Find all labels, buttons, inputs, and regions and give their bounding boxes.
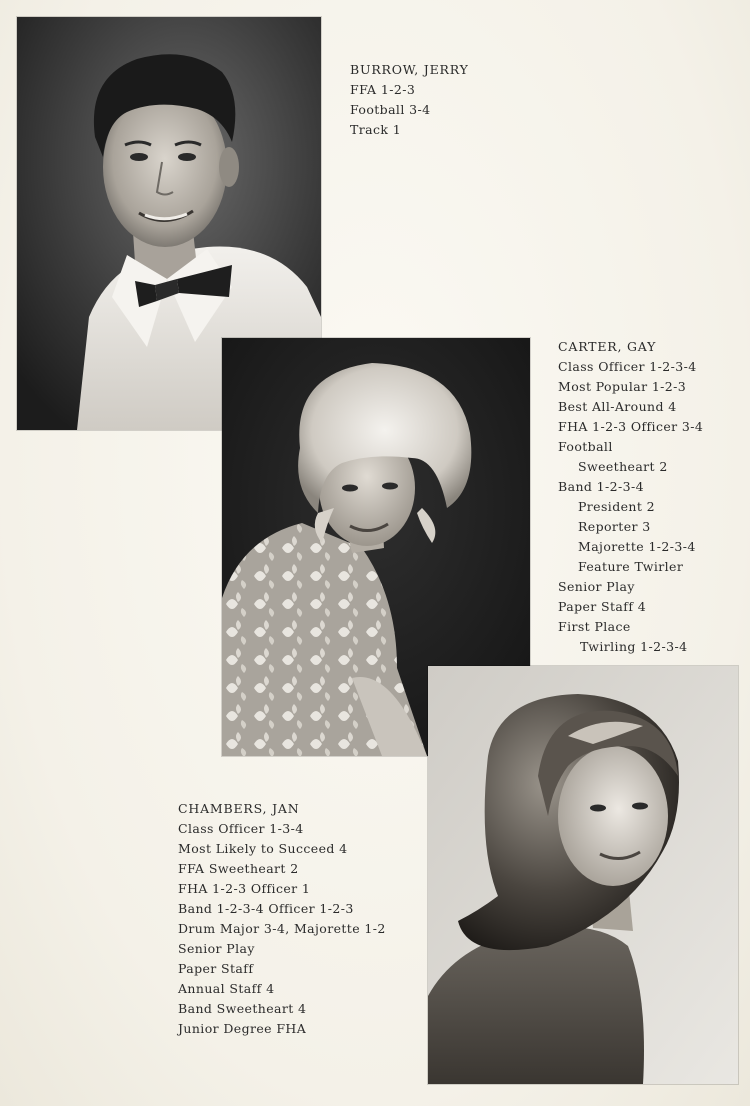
activity-line: Class Officer 1-2-3-4 (558, 359, 697, 374)
student-name: CHAMBERS, JAN (178, 801, 300, 816)
activity-line: Reporter 3 (578, 519, 651, 534)
caption-burrow-jerry (350, 60, 469, 140)
activity-line: Football 3-4 (350, 102, 431, 117)
activity-line: FHA 1-2-3 Officer 1 (178, 881, 311, 896)
activity-line: Track 1 (350, 122, 402, 137)
activity-line: Annual Staff 4 (178, 981, 275, 996)
activity-line: Paper Staff (178, 961, 254, 976)
student-name: BURROW, JERRY (350, 62, 469, 77)
activity-line: Class Officer 1-3-4 (178, 821, 304, 836)
portrait-chambers-jan (428, 666, 738, 1084)
activity-line: Most Popular 1-2-3 (558, 379, 687, 394)
activity-line: FHA 1-2-3 Officer 3-4 (558, 419, 704, 434)
caption-carter-gay (558, 337, 703, 657)
activity-line: Football (558, 439, 613, 454)
activity-line: First Place (558, 619, 631, 634)
activity-line: Sweetheart 2 (578, 459, 668, 474)
activity-line: Twirling 1-2-3-4 (580, 639, 688, 654)
caption-chambers-jan (178, 799, 386, 1039)
activity-line: Paper Staff 4 (558, 599, 647, 614)
activity-line: Most Likely to Succeed 4 (178, 841, 348, 856)
activity-line: Drum Major 3-4, Majorette 1-2 (178, 921, 386, 936)
activity-line: President 2 (578, 499, 655, 514)
activity-line: Senior Play (178, 941, 255, 956)
activity-line: Band 1-2-3-4 Officer 1-2-3 (178, 901, 354, 916)
activity-line: Majorette 1-2-3-4 (578, 539, 696, 554)
activity-line: Band Sweetheart 4 (178, 1001, 307, 1016)
activity-line: Junior Degree FHA (178, 1021, 307, 1036)
portrait-image (428, 666, 738, 1084)
activity-line: Band 1-2-3-4 (558, 479, 644, 494)
activity-line: Senior Play (558, 579, 635, 594)
student-name: CARTER, GAY (558, 339, 657, 354)
activity-line: FFA 1-2-3 (350, 82, 416, 97)
activity-line: FFA Sweetheart 2 (178, 861, 299, 876)
activity-line: Best All-Around 4 (558, 399, 677, 414)
activity-line: Feature Twirler (578, 559, 684, 574)
